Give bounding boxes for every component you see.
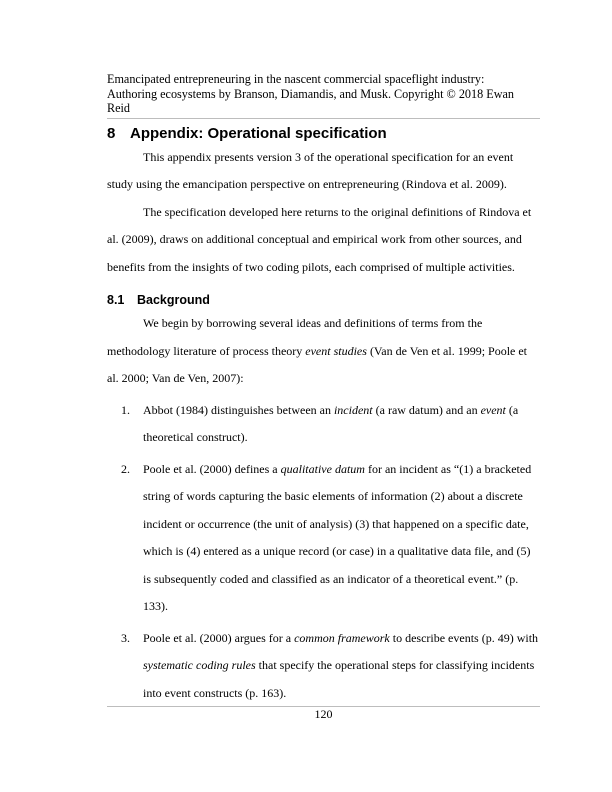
list-item: 2. Poole et al. (2000) defines a qualitative datum for an incident as “(1) a bracketed string of words capturing the basic elements of information (2) about a discrete incident or occurrence (the unit of analysis) (3) that happened on a specific date, which is (4) entered as a unique record (or case) in a qualitative data file, and (5) is subsequently coded and classified as an indicator of a theoretical event.” (p. 133). [107,456,540,621]
list-marker: 2. [121,461,130,476]
section-title: Appendix: Operational specification [130,124,387,142]
systematic-coding-rules-term: systematic coding rules [143,658,256,672]
common-framework-term: common framework [294,630,390,645]
subsection-title: Background [137,293,210,307]
page-content [107,72,540,707]
definitions-list [107,397,540,708]
section-number: 8 [107,124,116,142]
event-term: event [480,402,506,417]
section-paragraph-2: The specification developed here returns to the original definitions of Rindova et al. (2009), draws on additional conceptual and empirical work from other sources, and benefits from the insights of two coding pilots, each comprised of multiple activities. [107,204,532,274]
running-header-line-2: Authoring ecosystems by Branson, Diamandis, and Musk. Copyright © 2018 Ewan Reid [107,86,515,115]
page-number: 120 [314,707,333,721]
qualitative-datum-term: qualitative datum [280,461,365,476]
header-divider [107,118,540,119]
incident-term: incident [333,402,373,417]
section-paragraph-1: This appendix presents version 3 of the operational specification for an event study using the emancipation perspective on entrepreneuring (Rindova et al. 2009). [107,149,514,191]
list-marker: 1. [121,402,130,417]
running-header-line-1: Emancipated entrepreneuring in the nascent commercial spaceflight industry: [107,72,485,86]
running-header [107,72,540,116]
subsection-heading [107,293,540,308]
event-studies-term: event studies [305,343,367,358]
section-heading [107,125,540,143]
list-item: 1. Abbot (1984) distinguishes between an incident (a raw datum) and an event (a theoretical construct). [107,397,540,452]
list-item: 3. Poole et al. (2000) argues for a common framework to describe events (p. 49) with systematic coding rules that specify the operational steps for classifying incidents into event constructs (p. 163). [107,625,540,708]
list-marker: 3. [121,630,130,645]
subsection-intro-paragraph: We begin by borrowing several ideas and definitions of terms from the methodology literature of process theory event studies (Van de Ven et al. 1999; Poole et al. 2000; Van de Ven, 2007): [107,316,528,385]
subsection-number: 8.1 [107,293,125,307]
